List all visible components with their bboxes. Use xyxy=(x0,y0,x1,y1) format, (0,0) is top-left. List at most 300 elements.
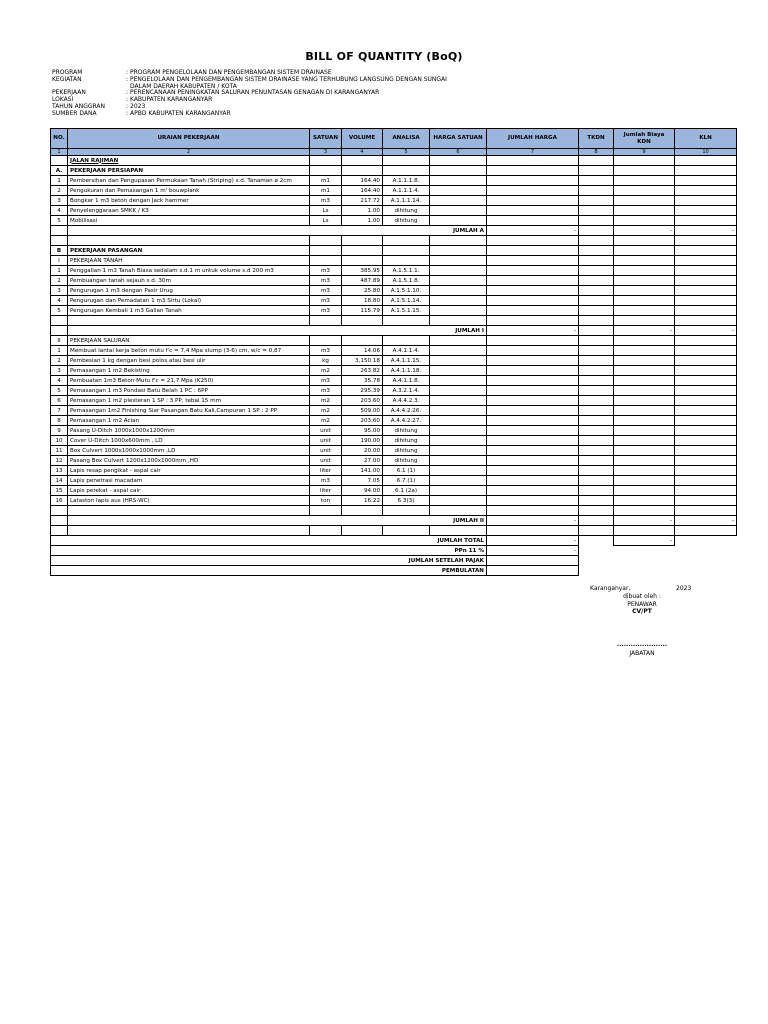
table-cell xyxy=(487,426,579,436)
row-volume: 20.00 xyxy=(342,446,383,456)
column-number: 3 xyxy=(310,149,342,156)
row-description: PEKERJAAN TANAH xyxy=(68,256,310,266)
signature-place: Karanganyar, xyxy=(590,585,631,592)
table-cell xyxy=(51,236,68,246)
table-cell xyxy=(579,366,614,376)
table-cell xyxy=(487,386,579,396)
row-unit: m3 xyxy=(310,266,342,276)
row-number: 16 xyxy=(51,496,68,506)
table-cell xyxy=(487,196,579,206)
row-description: Pembersihan dan Pengupasan Permukaan Tanah (Striping) s.d. Tanaman ø 2cm xyxy=(68,176,310,186)
row-description: Pembuangan tanah sejauh s.d. 30m xyxy=(68,276,310,286)
table-cell xyxy=(579,156,614,166)
row-volume: 164.40 xyxy=(342,186,383,196)
row-analysis: 6.1 (2a) xyxy=(383,486,430,496)
table-cell xyxy=(614,436,675,446)
table-cell xyxy=(487,336,579,346)
meta-colon: : xyxy=(126,109,129,117)
row-number: 9 xyxy=(51,426,68,436)
table-cell xyxy=(614,176,675,186)
table-cell xyxy=(430,396,487,406)
column-header: URAIAN PEKERJAAN xyxy=(68,129,310,149)
row-analysis xyxy=(383,246,430,256)
row-unit: m2 xyxy=(310,416,342,426)
table-cell xyxy=(614,486,675,496)
row-analysis xyxy=(383,336,430,346)
row-volume: 509.00 xyxy=(342,406,383,416)
table-row xyxy=(51,536,737,546)
final-label: JUMLAH TOTAL xyxy=(51,536,487,546)
table-cell xyxy=(430,166,487,176)
table-row xyxy=(51,206,737,216)
table-cell xyxy=(614,496,675,506)
table-cell xyxy=(579,286,614,296)
row-description: Pasang Box Culvert 1200x1200x1000mm ,HD xyxy=(68,456,310,466)
table-cell xyxy=(579,166,614,176)
row-unit: Ls xyxy=(310,216,342,226)
table-cell xyxy=(614,316,675,326)
table-cell xyxy=(675,496,737,506)
table-row xyxy=(51,256,737,266)
row-unit: m3 xyxy=(310,386,342,396)
row-volume: 190.00 xyxy=(342,436,383,446)
table-cell xyxy=(675,256,737,266)
table-cell xyxy=(614,296,675,306)
table-cell xyxy=(579,226,614,236)
row-volume xyxy=(342,256,383,266)
table-cell xyxy=(614,476,675,486)
table-row xyxy=(51,306,737,316)
table-cell xyxy=(487,416,579,426)
table-cell xyxy=(487,506,579,516)
table-row xyxy=(51,346,737,356)
row-volume: 263.82 xyxy=(342,366,383,376)
row-description: Pemasangan 1m2 Finishing Siar Pasangan Batu Kali,Campuran 1 SP : 2 PP xyxy=(68,406,310,416)
table-cell xyxy=(579,176,614,186)
row-unit: m2 xyxy=(310,366,342,376)
column-header: TKDN xyxy=(579,129,614,149)
table-cell xyxy=(579,486,614,496)
table-cell xyxy=(579,406,614,416)
total-label: JUMLAH I xyxy=(68,326,487,336)
table-cell xyxy=(430,486,487,496)
row-analysis: A.1.5.1.10. xyxy=(383,286,430,296)
table-cell xyxy=(342,236,383,246)
row-unit: unit xyxy=(310,426,342,436)
row-unit: m3 xyxy=(310,196,342,206)
table-cell xyxy=(614,386,675,396)
table-cell xyxy=(579,356,614,366)
column-header: VOLUME xyxy=(342,129,383,149)
table-row xyxy=(51,176,737,186)
row-unit: unit xyxy=(310,456,342,466)
table-cell xyxy=(579,556,614,566)
table-header xyxy=(51,129,737,149)
row-analysis: A.1.1.1.8. xyxy=(383,176,430,186)
row-volume: 35.78 xyxy=(342,376,383,386)
meta-value: PENGELOLAAN DAN PENGEMBANGAN SISTEM DRAINASE YANG TERHUBUNG LANGSUNG DENGAN SUNGAI xyxy=(130,75,447,83)
table-cell xyxy=(487,366,579,376)
meta-label: TAHUN ANGGRAN xyxy=(52,102,106,110)
table-row xyxy=(51,236,737,246)
table-cell xyxy=(487,176,579,186)
table-row xyxy=(51,226,737,236)
row-volume: 295.39 xyxy=(342,386,383,396)
table-row xyxy=(51,166,737,176)
table-row xyxy=(51,276,737,286)
total-kln: - xyxy=(675,226,737,236)
table-cell xyxy=(430,216,487,226)
row-description: Lapis perekat - aspal cair xyxy=(68,486,310,496)
row-analysis: A.1.5.1.15. xyxy=(383,306,430,316)
table-cell xyxy=(487,436,579,446)
table-cell xyxy=(430,236,487,246)
table-cell xyxy=(487,456,579,466)
row-number: 5 xyxy=(51,306,68,316)
row-description: Pembesian 1 kg dengan besi polos atau besi ulir xyxy=(68,356,310,366)
row-description: PEKERJAAN PASANGAN xyxy=(68,246,310,256)
table-cell xyxy=(579,206,614,216)
row-analysis xyxy=(383,156,430,166)
row-unit: liter xyxy=(310,486,342,496)
row-unit xyxy=(310,246,342,256)
table-cell xyxy=(430,256,487,266)
table-cell xyxy=(675,266,737,276)
table-row xyxy=(51,486,737,496)
table-cell xyxy=(675,156,737,166)
table-cell xyxy=(675,506,737,516)
table-cell xyxy=(614,236,675,246)
table-cell xyxy=(675,416,737,426)
table-cell xyxy=(51,316,68,326)
row-unit xyxy=(310,336,342,346)
row-unit: m3 xyxy=(310,276,342,286)
table-cell xyxy=(430,426,487,436)
meta-value: APBD KABUPATEN KARANGANYAR xyxy=(130,109,231,117)
table-cell xyxy=(430,196,487,206)
table-row xyxy=(51,386,737,396)
row-description: Penggalian 1 m3 Tanah Biasa sedalam s.d.1 m untuk volume s.d 200 m3 xyxy=(68,266,310,276)
meta-colon: : xyxy=(126,96,129,104)
table-cell xyxy=(614,346,675,356)
table-cell xyxy=(579,296,614,306)
row-number: 12 xyxy=(51,456,68,466)
row-volume: 25.80 xyxy=(342,286,383,296)
total-amount: - xyxy=(487,326,579,336)
document-title: BILL OF QUANTITY (BoQ) xyxy=(305,50,463,63)
table-cell xyxy=(614,466,675,476)
table-cell xyxy=(487,496,579,506)
total-label: JUMLAH A xyxy=(68,226,487,236)
table-cell xyxy=(487,356,579,366)
final-kdn xyxy=(614,546,675,556)
table-cell xyxy=(614,196,675,206)
table-cell xyxy=(579,536,614,546)
table-cell xyxy=(675,566,737,576)
final-kdn: - xyxy=(614,536,675,546)
table-cell xyxy=(675,456,737,466)
row-volume: 7.05 xyxy=(342,476,383,486)
table-cell xyxy=(430,286,487,296)
boq-table xyxy=(50,128,737,576)
total-kdn: - xyxy=(614,226,675,236)
meta-label: SUMBER DANA xyxy=(52,109,97,117)
table-cell xyxy=(487,256,579,266)
total-kdn: - xyxy=(614,516,675,526)
total-label: JUMLAH II xyxy=(68,516,487,526)
table-cell xyxy=(487,166,579,176)
table-cell xyxy=(68,506,310,516)
table-cell xyxy=(614,416,675,426)
table-cell xyxy=(383,236,430,246)
table-cell xyxy=(487,406,579,416)
table-cell xyxy=(430,356,487,366)
table-cell xyxy=(430,456,487,466)
table-cell xyxy=(614,406,675,416)
table-cell xyxy=(430,506,487,516)
column-number: 8 xyxy=(579,149,614,156)
table-cell xyxy=(614,396,675,406)
table-row xyxy=(51,546,737,556)
total-kln: - xyxy=(675,516,737,526)
row-description: Cover U-Ditch 1000x600mm , LD xyxy=(68,436,310,446)
signature-name-line: ...................... xyxy=(616,641,668,648)
table-cell xyxy=(675,526,737,536)
table-cell xyxy=(579,336,614,346)
table-cell xyxy=(675,366,737,376)
row-unit: m3 xyxy=(310,286,342,296)
table-cell xyxy=(675,176,737,186)
table-cell xyxy=(675,276,737,286)
table-cell xyxy=(430,186,487,196)
row-volume: 16.22 xyxy=(342,496,383,506)
table-row xyxy=(51,366,737,376)
table-cell xyxy=(614,266,675,276)
table-cell xyxy=(487,246,579,256)
row-volume xyxy=(342,336,383,346)
table-cell xyxy=(430,386,487,396)
table-cell xyxy=(675,546,737,556)
table-cell xyxy=(675,296,737,306)
table-cell xyxy=(675,386,737,396)
row-number: 2 xyxy=(51,186,68,196)
table-cell xyxy=(675,196,737,206)
total-amount: - xyxy=(487,226,579,236)
table-cell xyxy=(579,246,614,256)
row-number: 3 xyxy=(51,366,68,376)
row-unit: m3 xyxy=(310,296,342,306)
row-description: Pemasangan 1 m2 plesteran 1 SP : 3 PP, tebal 15 mm xyxy=(68,396,310,406)
table-cell xyxy=(487,446,579,456)
column-header: HARGA SATUAN xyxy=(430,129,487,149)
column-number: 7 xyxy=(487,149,579,156)
row-number: 14 xyxy=(51,476,68,486)
table-cell xyxy=(487,186,579,196)
table-cell xyxy=(430,376,487,386)
table-cell xyxy=(487,266,579,276)
row-volume: 1.00 xyxy=(342,216,383,226)
final-amount xyxy=(487,566,579,576)
row-analysis: A.1.1.1.14. xyxy=(383,196,430,206)
table-cell xyxy=(430,316,487,326)
meta-colon: : xyxy=(126,89,129,97)
meta-row xyxy=(52,104,447,111)
table-cell xyxy=(51,526,68,536)
column-number: 1 xyxy=(51,149,68,156)
row-analysis: A.1.5.1.14. xyxy=(383,296,430,306)
project-info xyxy=(52,70,447,118)
table-cell xyxy=(487,296,579,306)
table-cell xyxy=(675,486,737,496)
table-cell xyxy=(614,426,675,436)
table-cell xyxy=(614,166,675,176)
table-cell xyxy=(579,196,614,206)
table-cell xyxy=(579,436,614,446)
signature-made-by: dibuat oleh : xyxy=(623,593,661,600)
row-number: 8 xyxy=(51,416,68,426)
row-volume: 203.60 xyxy=(342,396,383,406)
table-row xyxy=(51,496,737,506)
row-description: Pengurugan 1 m3 dengan Pasir Urug xyxy=(68,286,310,296)
row-unit: m1 xyxy=(310,186,342,196)
row-volume: 1.00 xyxy=(342,206,383,216)
table-cell xyxy=(487,156,579,166)
row-volume xyxy=(342,246,383,256)
table-cell xyxy=(430,476,487,486)
table-cell xyxy=(430,266,487,276)
table-cell xyxy=(675,216,737,226)
table-cell xyxy=(579,446,614,456)
row-unit: unit xyxy=(310,436,342,446)
table-cell xyxy=(614,376,675,386)
table-cell xyxy=(487,396,579,406)
table-cell xyxy=(675,396,737,406)
row-number: 2 xyxy=(51,356,68,366)
final-label: JUMLAH SETELAH PAJAK xyxy=(51,556,487,566)
row-unit xyxy=(310,166,342,176)
table-cell xyxy=(430,336,487,346)
table-cell xyxy=(430,436,487,446)
row-description: Pemasangan 1 m2 Acian xyxy=(68,416,310,426)
table-cell xyxy=(614,446,675,456)
table-row xyxy=(51,456,737,466)
row-volume: 385.95 xyxy=(342,266,383,276)
meta-colon: : xyxy=(126,69,129,76)
final-label: PEMBULATAN xyxy=(51,566,487,576)
row-number: II xyxy=(51,336,68,346)
table-cell xyxy=(310,526,342,536)
table-row xyxy=(51,506,737,516)
table-cell xyxy=(579,526,614,536)
total-kln: - xyxy=(675,326,737,336)
row-analysis: A.1.1.1.4. xyxy=(383,186,430,196)
table-row xyxy=(51,396,737,406)
row-unit: ton xyxy=(310,496,342,506)
table-row xyxy=(51,556,737,566)
table-cell xyxy=(579,186,614,196)
row-volume: 164.40 xyxy=(342,176,383,186)
row-description: Mobilisasi xyxy=(68,216,310,226)
row-analysis: A.1.5.1.1. xyxy=(383,266,430,276)
column-header: NO. xyxy=(51,129,68,149)
table-cell xyxy=(430,446,487,456)
row-volume xyxy=(342,166,383,176)
row-volume: 203.60 xyxy=(342,416,383,426)
row-description: Pengurugan dan Pemadatan 1 m3 Sirtu (Lokal) xyxy=(68,296,310,306)
table-cell xyxy=(614,156,675,166)
row-unit: m2 xyxy=(310,396,342,406)
meta-row xyxy=(52,90,447,97)
table-row xyxy=(51,566,737,576)
row-unit: Ls xyxy=(310,206,342,216)
final-kdn xyxy=(614,556,675,566)
table-row xyxy=(51,416,737,426)
table-cell xyxy=(487,376,579,386)
row-number: 4 xyxy=(51,206,68,216)
row-volume: 141.00 xyxy=(342,466,383,476)
table-cell xyxy=(675,466,737,476)
table-cell xyxy=(430,306,487,316)
column-number-row xyxy=(51,149,737,156)
table-row xyxy=(51,336,737,346)
row-analysis: dihitung xyxy=(383,216,430,226)
table-cell xyxy=(487,236,579,246)
table-cell xyxy=(675,406,737,416)
table-cell xyxy=(579,566,614,576)
table-cell xyxy=(487,476,579,486)
table-row xyxy=(51,466,737,476)
table-cell xyxy=(579,216,614,226)
row-number: 13 xyxy=(51,466,68,476)
row-number: 6 xyxy=(51,396,68,406)
row-volume: 27.00 xyxy=(342,456,383,466)
row-unit: m2 xyxy=(310,406,342,416)
column-header: Jumlah Biaya KDN xyxy=(614,129,675,149)
table-cell xyxy=(487,316,579,326)
row-description: Pembuatan 1m3 Beton Mutu f'c = 21,7 Mpa (K250) xyxy=(68,376,310,386)
meta-value: 2023 xyxy=(130,102,146,110)
row-volume xyxy=(342,156,383,166)
row-number: 15 xyxy=(51,486,68,496)
table-row xyxy=(51,186,737,196)
row-number: 4 xyxy=(51,376,68,386)
table-cell xyxy=(675,206,737,216)
table-cell xyxy=(579,426,614,436)
table-row xyxy=(51,296,737,306)
table-cell xyxy=(579,256,614,266)
table-cell xyxy=(310,236,342,246)
table-cell xyxy=(675,186,737,196)
table-cell xyxy=(675,166,737,176)
row-volume: 115.79 xyxy=(342,306,383,316)
table-cell xyxy=(579,546,614,556)
meta-colon: : xyxy=(126,102,129,110)
meta-colon: : xyxy=(126,75,129,83)
table-cell xyxy=(487,206,579,216)
table-cell xyxy=(430,246,487,256)
row-description: Lataston lapis aus (HRS-WC) xyxy=(68,496,310,506)
table-cell xyxy=(579,496,614,506)
table-cell xyxy=(579,506,614,516)
meta-value: PROGRAM PENGELOLAAN DAN PENGEMBANGAN SISTEM DRAINASE xyxy=(130,69,332,76)
table-row xyxy=(51,436,737,446)
row-analysis: dihitung xyxy=(383,446,430,456)
table-row xyxy=(51,446,737,456)
row-volume: 95.00 xyxy=(342,426,383,436)
table-row xyxy=(51,356,737,366)
table-cell xyxy=(614,526,675,536)
table-cell xyxy=(675,536,737,546)
